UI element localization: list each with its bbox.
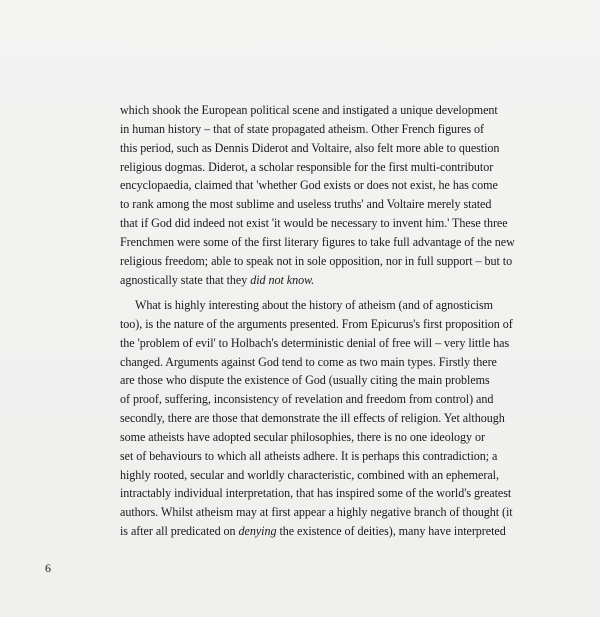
text-line: the 'problem of evil' to Holbach's deterministic denial of free will – very little has — [120, 335, 510, 350]
paragraph-1 — [120, 101, 515, 289]
text-line: too), is the nature of the arguments presented. From Epicurus's first proposition of — [120, 316, 513, 331]
text-segment: is after all predicated on — [120, 524, 239, 539]
text-line: authors. Whilst atheism may at first appear a highly negative branch of thought (it — [120, 505, 513, 520]
text-line-indented: What is highly interesting about the history of atheism (and of agnosticism — [135, 298, 493, 312]
text-line: which shook the European political scene and instigated a unique development — [120, 103, 498, 117]
text-line: are those who dispute the existence of God (usually citing the main problems — [120, 373, 490, 388]
text-line: secondly, there are those that demonstrate the ill effects of religion. Yet although — [120, 411, 505, 426]
page-number: 6 — [45, 561, 51, 575]
text-segment: agnostically state that they — [120, 272, 251, 287]
text-line-last — [120, 522, 506, 541]
italic-emphasis: denying — [238, 524, 277, 539]
text-line: changed. Arguments against God tend to come as two main types. Firstly there — [120, 354, 497, 369]
text-line: religious freedom; able to speak not in sole opposition, nor in full support – but to — [120, 253, 513, 268]
text-segment: the existence of deities), many have interpreted — [276, 524, 506, 539]
text-line: in human history – that of state propagated atheism. Other French figures of — [120, 121, 484, 136]
text-line: set of behaviours to which all atheists adhere. It is perhaps this contradiction; a — [120, 448, 498, 463]
text-line: religious dogmas. Diderot, a scholar responsible for the first multi-contributor — [120, 159, 494, 174]
paragraph-2 — [120, 296, 513, 541]
text-line: some atheists have adopted secular philosophies, there is no one ideology or — [120, 429, 485, 444]
text-line: this period, such as Dennis Diderot and Voltaire, also felt more able to question — [120, 140, 500, 155]
text-line: to rank among the most sublime and useless truths' and Voltaire merely stated — [120, 197, 492, 212]
text-line: Frenchmen were some of the first literary figures to take full advantage of the new — [120, 234, 515, 249]
text-line-last — [120, 271, 490, 290]
text-line: highly rooted, secular and worldly characteristic, combined with an ephemeral, — [120, 467, 499, 482]
text-line: of proof, suffering, inconsistency of revelation and freedom from control) and — [120, 392, 494, 407]
text-line: that if God did indeed not exist 'it would be necessary to invent him.' These three — [120, 216, 508, 231]
text-line: intractably individual interpretation, that has inspired some of the world's greatest — [120, 486, 512, 501]
italic-emphasis: did not know. — [250, 272, 315, 287]
text-line: encyclopaedia, claimed that 'whether God exists or does not exist, he has come — [120, 178, 498, 193]
